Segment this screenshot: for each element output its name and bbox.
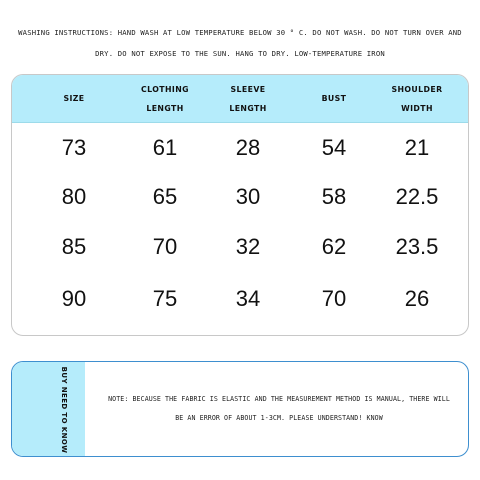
cell-bust: 70 — [321, 286, 347, 311]
header-sleeve-length: SLEEVE LENGTH — [229, 84, 267, 113]
size-chart — [11, 74, 469, 336]
cell-sleeve-length: 28 — [235, 135, 261, 160]
cell-bust: 58 — [321, 184, 347, 209]
cell-size: 85 — [61, 234, 87, 259]
cell-bust: 62 — [321, 234, 347, 259]
cell-shoulder-width: 21 — [404, 135, 430, 160]
cell-sleeve-length: 32 — [235, 234, 261, 259]
notice-card — [11, 361, 469, 457]
cell-clothing-length: 75 — [152, 286, 178, 311]
table-row — [12, 223, 468, 271]
cell-clothing-length: 65 — [152, 184, 178, 209]
table-row — [12, 173, 468, 221]
notice-label: BUY NEED TO KNOW — [60, 366, 68, 454]
header-bust: BUST — [321, 94, 347, 103]
cell-sleeve-length: 30 — [235, 184, 261, 209]
header-clothing-length: CLOTHING LENGTH — [141, 84, 189, 113]
table-row — [12, 275, 468, 323]
header-shoulder-width: SHOULDER WIDTH — [391, 84, 443, 113]
cell-shoulder-width: 23.5 — [395, 234, 439, 259]
notice-text: NOTE: BECAUSE THE FABRIC IS ELASTIC AND THE MEASUREMENT METHOD IS MANUAL, THERE WILL BE AN ERROR OF ABOUT 1-3CM. PLEASE UNDERSTAND! KNOW — [108, 395, 450, 422]
table-row — [12, 124, 468, 172]
header-size: SIZE — [63, 94, 85, 103]
cell-size: 73 — [61, 135, 87, 160]
cell-shoulder-width: 22.5 — [395, 184, 439, 209]
cell-sleeve-length: 34 — [235, 286, 261, 311]
cell-size: 80 — [61, 184, 87, 209]
cell-size: 90 — [61, 286, 87, 311]
cell-clothing-length: 70 — [152, 234, 178, 259]
washing-instructions: WASHING INSTRUCTIONS: HAND WASH AT LOW TEMPERATURE BELOW 30 ° C. DO NOT WASH. DO NOT TURN OVER AND DRY. DO NOT EXPOSE TO THE SUN. HANG TO DRY. LOW-TEMPERATURE IRON — [18, 28, 462, 58]
cell-clothing-length: 61 — [152, 135, 178, 160]
cell-shoulder-width: 26 — [404, 286, 430, 311]
cell-bust: 54 — [321, 135, 347, 160]
size-chart-header — [12, 75, 468, 123]
notice-side-panel — [12, 362, 85, 456]
